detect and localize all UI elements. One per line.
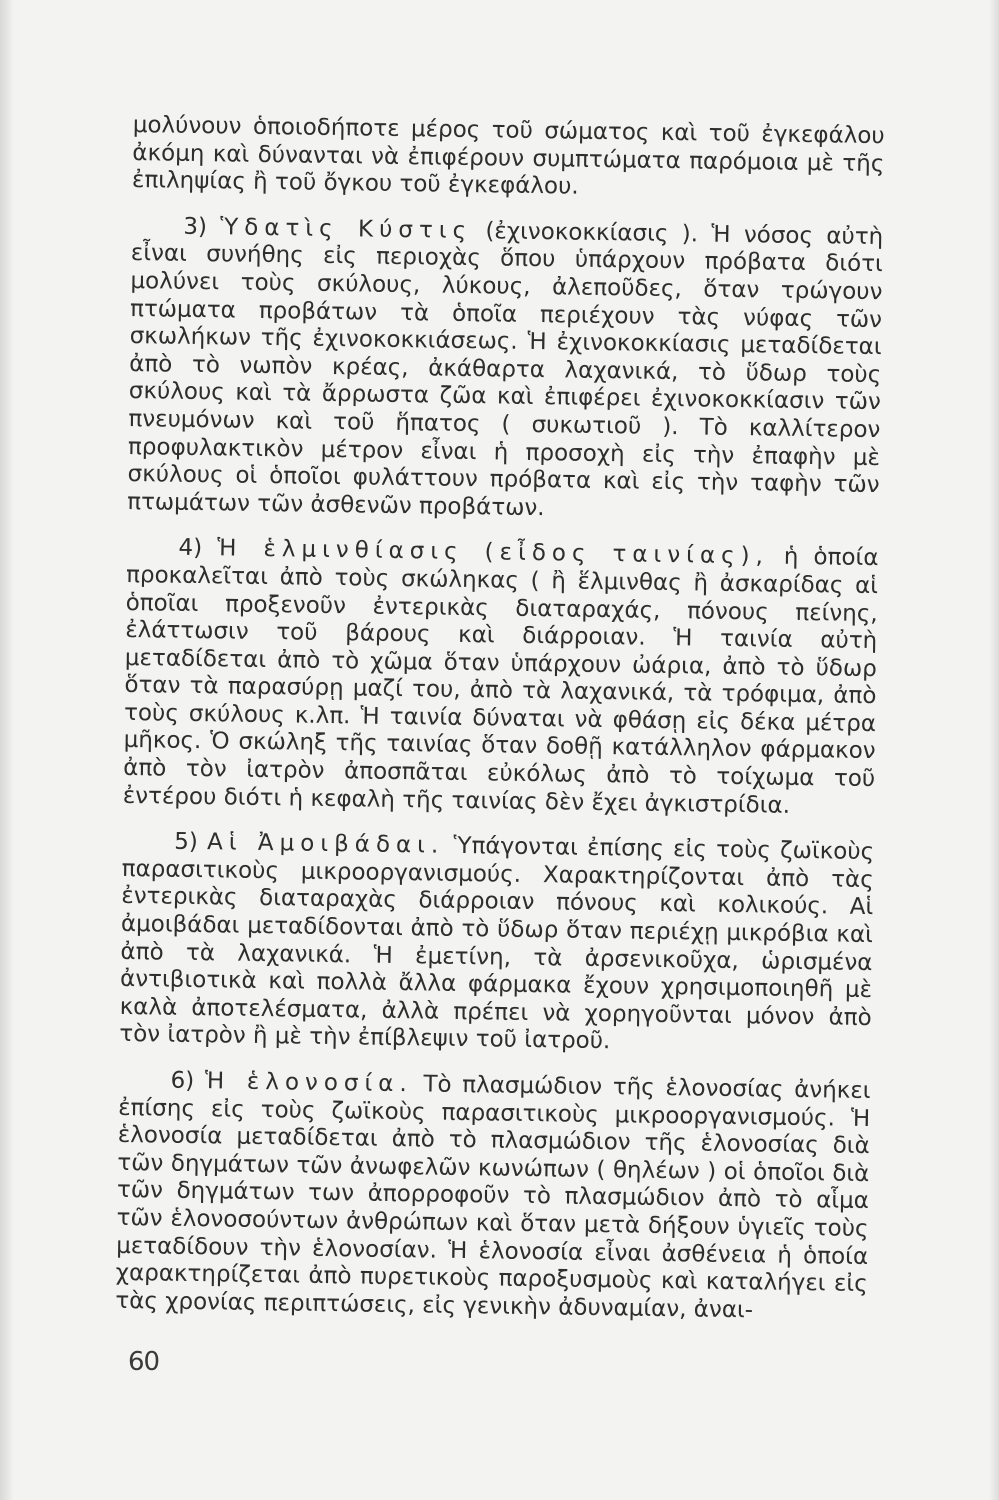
section-heading: Αἱ Ἀμοιβάδαι.	[206, 829, 445, 859]
paragraph-amoebae	[119, 828, 874, 1060]
paragraph-malaria	[115, 1067, 871, 1326]
paragraph-text: Ὑπάγονται ἐπίσης εἰς τοὺς ζωϊκοὺς παρασιτικοὺς μικροοργανισμούς. Χαρακτηρίζονται ἀπὸ τὰς ἐντερικὰς διαταραχὰς διάρροιαν πόνους καὶ κολικούς. Αἱ ἀμοιβάδαι μεταδίδονται ἀπὸ τὸ ὕδωρ ὅταν περιέχῃ μικρόβια καὶ ἀπὸ τὰ λαχανικά. Ἡ ἐμετίνη, τὰ ἀρσενικοῦχα, ὡρισμένα ἀντιβιοτικὰ καὶ πολλὰ ἄλλα φάρμακα ἔχουν χρησιμοποιηθῆ μὲ καλὰ ἀποτελέσματα, ἀλλὰ πρέπει νὰ χορηγοῦνται μόνον ἀπὸ τὸν ἰατρὸν ἢ μὲ τὴν ἐπίβλεψιν τοῦ ἰατροῦ.	[119, 833, 875, 1055]
paragraph-text: μολύνουν ὁποιοδήποτε μέρος τοῦ σώματος καὶ τοῦ ἐγκεφάλου ἀκόμη καὶ δύνανται νὰ ἐπιφέρουν συμπτώματα παρόμοια μὲ τῆς ἐπιληψίας ἢ τοῦ ὄγκου τοῦ ἐγκεφάλου.	[131, 112, 885, 200]
paragraph-continuation	[132, 112, 885, 206]
paragraph-text: ἡ ὁποία προκαλεῖται ἀπὸ τοὺς σκώληκας ( ἢ ἕλμινθας ἢ ἀσκαρίδας αἱ ὁποῖαι προξενοῦν ἐντερικὰς διαταραχάς, πόνους πείνης, ἐλάττωσιν τοῦ βάρους καὶ διάρροιαν. Ἡ ταινία αὐτὴ μεταδίδεται ἀπὸ τὸ χῶμα ὅταν ὑπάρχουν ὠάρια, ἀπὸ τὸ ὕδωρ ὅταν τὰ παρασύρῃ μαζί του, ἀπὸ τὰ λαχανικά, τὰ τρόφιμα, ἀπὸ τοὺς σκύλους κ.λπ. Ἡ ταινία δύναται νὰ φθάσῃ εἰς δέκα μέτρα μῆκος. Ὁ σκώληξ τῆς ταινίας ὅταν δοθῇ κατάλληλον φάρμακον ἀπὸ τὸν ἰατρὸν ἀποσπᾶται εὐκόλως ἀπὸ τὸ τοίχωμα τοῦ ἐντέρου διότι ἡ κεφαλὴ τῆς ταινίας δὲν ἔχει ἀγκιστρίδια.	[122, 544, 879, 819]
scan-edge-right	[989, 0, 999, 1500]
scan-edge-left	[0, 0, 14, 1500]
section-number: 5)	[173, 828, 198, 856]
section-heading: Ὑδατὶς Κύστις	[220, 214, 473, 244]
page-number: 60	[128, 1347, 160, 1377]
body-text	[115, 112, 885, 1326]
section-heading: Ἡ ἑλονοσία.	[204, 1068, 413, 1098]
paragraph-hydatid-cyst	[127, 213, 883, 528]
paragraph-text: (ἐχινοκοκκίασις ). Ἡ νόσος αὐτὴ εἶναι συνήθης εἰς περιοχὰς ὅπου ὑπάρχουν πρόβατα διότι μολύνει τοὺς σκύλους, λύκους, ἀλεποῦδες, ὅταν τρώγουν πτώματα προβάτων τὰ ὁποῖα περιέχουν τὰς νύφας τῶν σκωλήκων τῆς ἐχινοκοκκιάσεως. Ἡ ἐχινοκοκκίασις μεταδίδεται ἀπὸ τὸ νωπὸν κρέας, ἀκάθαρτα λαχανικά, τὸ ὕδωρ τοὺς σκύλους καὶ τὰ ἄρρωστα ζῶα καὶ ἐπιφέρει ἐχινοκοκκίασιν τῶν πνευμόνων καὶ τοῦ ἥπατος ( συκωτιοῦ ). Τὸ καλλίτερον προφυλακτικὸν μέτρον εἶναι ἡ προσοχὴ εἰς τὴν ἐπαφὴν μὲ σκύλους οἱ ὁποῖοι φυλάττουν πρόβατα καὶ εἰς τὴν ταφὴν τῶν πτωμάτων τῶν ἀσθενῶν προβάτων.	[127, 218, 884, 521]
section-number: 6)	[170, 1067, 195, 1095]
section-number: 4)	[178, 535, 203, 562]
section-heading: Ἡ ἑλμινθίασις (εἶδος ταινίας),	[216, 535, 770, 570]
section-number: 3)	[183, 213, 208, 240]
paragraph-text: Τὸ πλασμώδιον τῆς ἑλονοσίας ἀνήκει ἐπίσης εἰς τοὺς ζωϊκοὺς παρασιτικοὺς μικροοργανισμούς. Ἡ ἑλονοσία μεταδίδεται ἀπὸ τὸ πλασμώδιον τῆς ἑλονοσίας διὰ τῶν δηγμάτων τῶν ἀνωφελῶν κωνώπων ( θηλέων ) οἱ ὁποῖοι διὰ τῶν δηγμάτων των ἀπορροφοῦν τὸ πλασμώδιον ἀπὸ τὸ αἷμα τῶν ἑλονοσούντων ἀνθρώπων καὶ ὅταν μετὰ δήξουν ὑγιεῖς τοὺς μεταδίδουν τὴν ἑλονοσίαν. Ἡ ἑλονοσία εἶναι ἀσθένεια ἡ ὁποία χαρακτηρίζεται ἀπὸ πυρετικοὺς παροξυσμοὺς καὶ καταλήγει εἰς τὰς χρονίας περιπτώσεις, εἰς γενικὴν ἀδυναμίαν, ἀναι-	[115, 1071, 871, 1324]
paragraph-helminthiasis	[123, 534, 879, 821]
